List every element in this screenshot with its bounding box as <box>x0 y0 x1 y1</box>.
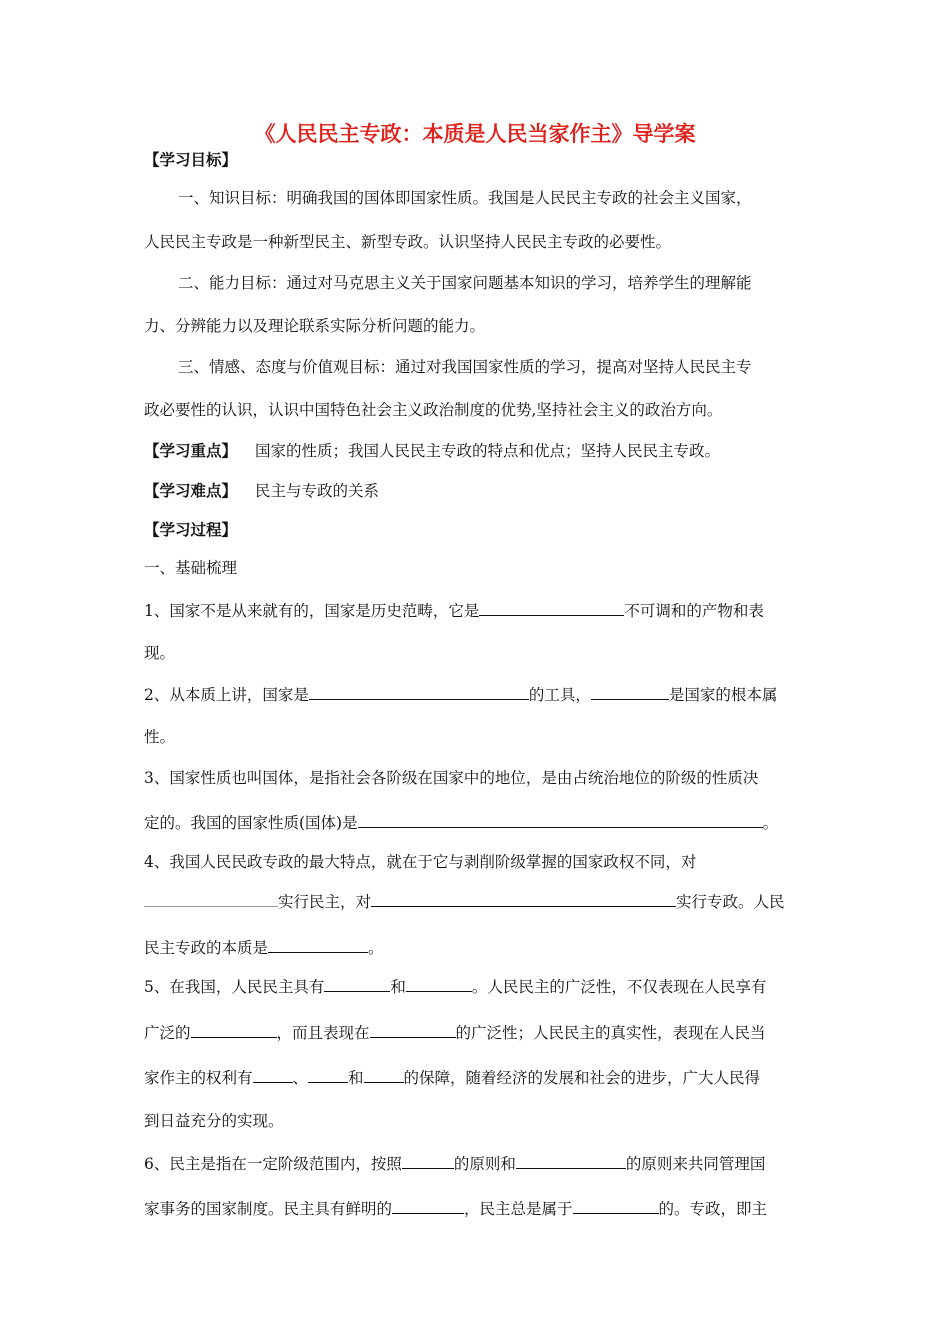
goal-knowledge-line1: 一、知识目标：明确我国的国体即国家性质。我国是人民民主专政的社会主义国家， <box>178 189 752 207</box>
fill-blank[interactable] <box>144 890 278 907</box>
item-5-line2: 广泛的 ，而且表现在 的广泛性；人民民主的真实性，表现在人民当 <box>144 1021 766 1043</box>
fill-blank[interactable] <box>324 975 390 992</box>
item-4-line1: 4、我国人民民政专政的最大特点，就在于它与剥削阶级掌握的国家政权不同，对 <box>144 853 697 871</box>
item-2-line1: 2、从本质上讲，国家是 的工具， 是国家的根本属 <box>144 683 777 705</box>
goal-knowledge-line2: 人民民主专政是一种新型民主、新型专政。认识坚持人民民主专政的必要性。 <box>144 233 672 251</box>
heading-key-points: 【学习重点】 <box>144 442 238 460</box>
fill-blank[interactable] <box>591 683 669 700</box>
heading-difficult-points: 【学习难点】 <box>144 482 238 500</box>
fill-blank[interactable] <box>309 683 529 700</box>
item-4-line2: 实行民主，对 实行专政。人民 <box>144 890 785 912</box>
fill-blank[interactable] <box>392 1197 464 1214</box>
item-6-line2: 家事务的国家制度。民主具有鲜明的 ，民主总是属于 的。专政，即主 <box>144 1197 767 1219</box>
fill-blank[interactable] <box>371 890 676 907</box>
fill-blank[interactable] <box>268 936 368 953</box>
difficult-points-row <box>144 481 379 501</box>
fill-blank[interactable] <box>516 1152 626 1169</box>
fill-blank[interactable] <box>370 1021 456 1038</box>
fill-blank[interactable] <box>406 975 472 992</box>
section-basic-review: 一、基础梳理 <box>144 559 238 577</box>
heading-learning-process: 【学习过程】 <box>144 521 238 539</box>
fill-blank[interactable] <box>479 599 624 616</box>
goal-emotion-line2: 政必要性的认识，认识中国特色社会主义政治制度的优势,坚持社会主义的政治方向。 <box>144 401 723 419</box>
document-title: 《人民民主专政：本质是人民当家作主》导学案 <box>254 122 696 146</box>
goal-ability-line2: 力、分辨能力以及理论联系实际分析问题的能力。 <box>144 317 486 335</box>
fill-blank[interactable] <box>358 811 763 828</box>
item-4-line3: 民主专政的本质是 。 <box>144 936 384 958</box>
item-5-line3: 家作主的权利有 、 和 的保障，随着经济的发展和社会的进步，广大人民得 <box>144 1066 760 1088</box>
fill-blank[interactable] <box>573 1197 659 1214</box>
heading-learning-goals: 【学习目标】 <box>144 151 238 169</box>
item-3-line1: 3、国家性质也叫国体，是指社会各阶级在国家中的地位，是由占统治地位的阶级的性质决 <box>144 769 759 787</box>
goal-ability-line1: 二、能力目标：通过对马克思主义关于国家问题基本知识的学习，培养学生的理解能 <box>178 274 752 292</box>
item-2-line2: 性。 <box>144 728 176 746</box>
fill-blank[interactable] <box>402 1152 454 1169</box>
item-5-line1: 5、在我国，人民民主具有 和 。人民民主的广泛性，不仅表现在人民享有 <box>144 975 766 997</box>
key-points-text: 国家的性质；我国人民民主专政的特点和优点；坚持人民民主专政。 <box>255 442 721 460</box>
item-3-line2: 定的。我国的国家性质(国体)是 。 <box>144 811 778 833</box>
item-1-line1: 1、国家不是从来就有的，国家是历史范畴，它是 不可调和的产物和表 <box>144 599 764 621</box>
goal-emotion-line1: 三、情感、态度与价值观目标：通过对我国国家性质的学习，提高对坚持人民民主专 <box>178 358 752 376</box>
item-1-line2: 现。 <box>144 644 176 662</box>
difficult-points-text: 民主与专政的关系 <box>255 482 380 500</box>
item-6-line1: 6、民主是指在一定阶级范围内，按照 的原则和 的原则来共同管理国 <box>144 1152 765 1174</box>
fill-blank[interactable] <box>191 1021 277 1038</box>
item-5-line4: 到日益充分的实现。 <box>144 1112 284 1130</box>
fill-blank[interactable] <box>308 1066 348 1083</box>
key-points-row <box>144 441 720 461</box>
fill-blank[interactable] <box>253 1066 293 1083</box>
fill-blank[interactable] <box>364 1066 404 1083</box>
